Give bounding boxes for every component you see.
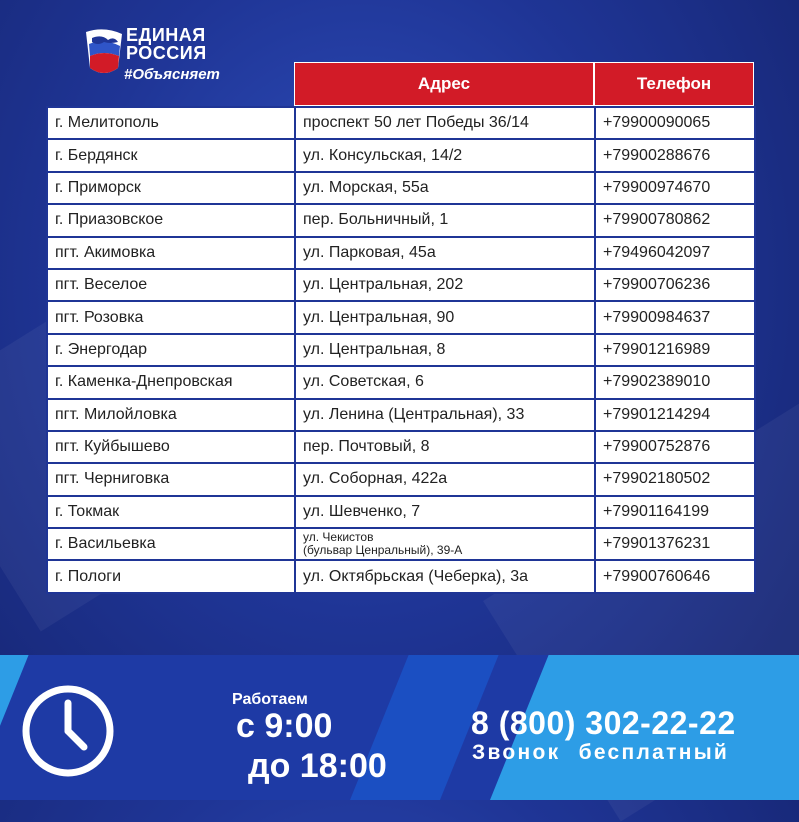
city-cell: пгт. Веселое: [47, 269, 295, 301]
address-cell: ул. Морская, 55а: [295, 172, 595, 204]
address-cell: ул. Центральная, 8: [295, 334, 595, 366]
table-row: [47, 560, 755, 592]
phone-cell[interactable]: +79901216989: [595, 334, 755, 366]
city-cell: г. Пологи: [47, 560, 295, 592]
footer-banner: [0, 655, 799, 800]
city-cell: пгт. Розовка: [47, 301, 295, 333]
bear-flag-icon: [84, 28, 124, 76]
logo-tagline: #Объясняет: [124, 66, 220, 83]
address-cell: пер. Больничный, 1: [295, 204, 595, 236]
table-row: [47, 139, 755, 171]
address-column-header: Адрес: [294, 62, 594, 106]
table-row: [47, 269, 755, 301]
phone-cell[interactable]: +79900974670: [595, 172, 755, 204]
city-cell: пгт. Черниговка: [47, 463, 295, 495]
table-row: [47, 107, 755, 139]
address-cell: ул. Ленина (Центральная), 33: [295, 399, 595, 431]
phone-cell[interactable]: +79900752876: [595, 431, 755, 463]
hotline-note: Звонок бесплатный: [472, 741, 730, 764]
clock-icon: [20, 683, 116, 779]
offices-table: [46, 106, 756, 594]
address-cell: пер. Почтовый, 8: [295, 431, 595, 463]
address-cell: ул. Парковая, 45а: [295, 237, 595, 269]
address-cell: ул. Октябрьская (Чеберка), 3а: [295, 560, 595, 592]
city-cell: г. Приазовское: [47, 204, 295, 236]
table-row: [47, 237, 755, 269]
table-row: [47, 301, 755, 333]
schedule-to: до 18:00: [248, 747, 387, 785]
table-row: [47, 366, 755, 398]
address-cell: ул. Советская, 6: [295, 366, 595, 398]
phone-cell[interactable]: +79902180502: [595, 463, 755, 495]
phone-cell[interactable]: +79496042097: [595, 237, 755, 269]
table-row: [47, 528, 755, 560]
city-cell: г. Приморск: [47, 172, 295, 204]
phone-cell[interactable]: +79900760646: [595, 560, 755, 592]
city-cell: г. Каменка-Днепровская: [47, 366, 295, 398]
city-cell: г. Энергодар: [47, 334, 295, 366]
phone-cell[interactable]: +79902389010: [595, 366, 755, 398]
address-cell: ул. Консульская, 14/2: [295, 139, 595, 171]
phone-cell[interactable]: +79900780862: [595, 204, 755, 236]
schedule-from: с 9:00: [236, 707, 333, 745]
hotline-number[interactable]: 8 (800) 302-22-22: [471, 705, 736, 741]
phone-cell[interactable]: +79901214294: [595, 399, 755, 431]
phone-cell[interactable]: +79900706236: [595, 269, 755, 301]
city-cell: пгт. Акимовка: [47, 237, 295, 269]
address-line: ул. Чекистов: [303, 530, 374, 545]
phone-cell[interactable]: +79900288676: [595, 139, 755, 171]
address-cell: ул. Центральная, 90: [295, 301, 595, 333]
table-row: [47, 431, 755, 463]
logo: [84, 24, 254, 94]
city-cell: г. Бердянск: [47, 139, 295, 171]
table-row: [47, 496, 755, 528]
phone-cell[interactable]: +79901376231: [595, 528, 755, 560]
city-cell: пгт. Куйбышево: [47, 431, 295, 463]
city-cell: г. Васильевка: [47, 528, 295, 560]
table-row: [47, 334, 755, 366]
phone-cell[interactable]: +79901164199: [595, 496, 755, 528]
address-cell: ул. Соборная, 422а: [295, 463, 595, 495]
phone-cell[interactable]: +79900984637: [595, 301, 755, 333]
address-cell: проспект 50 лет Победы 36/14: [295, 107, 595, 139]
address-cell: ул. Шевченко, 7: [295, 496, 595, 528]
city-cell: г. Мелитополь: [47, 107, 295, 139]
address-cell: ул. Центральная, 202: [295, 269, 595, 301]
table-row: [47, 463, 755, 495]
city-cell: пгт. Милойловка: [47, 399, 295, 431]
address-line: (бульвар Ценральный), 39-А: [303, 543, 463, 558]
phone-column-header: Телефон: [594, 62, 754, 106]
address-cell: [295, 528, 595, 560]
city-cell: г. Токмак: [47, 496, 295, 528]
table-row: [47, 204, 755, 236]
logo-title-line1: ЕДИНАЯ: [126, 25, 206, 45]
schedule-label: Работаем: [232, 691, 308, 708]
table-row: [47, 172, 755, 204]
phone-cell[interactable]: +79900090065: [595, 107, 755, 139]
logo-title-line2: РОССИЯ: [126, 43, 207, 63]
table-row: [47, 399, 755, 431]
